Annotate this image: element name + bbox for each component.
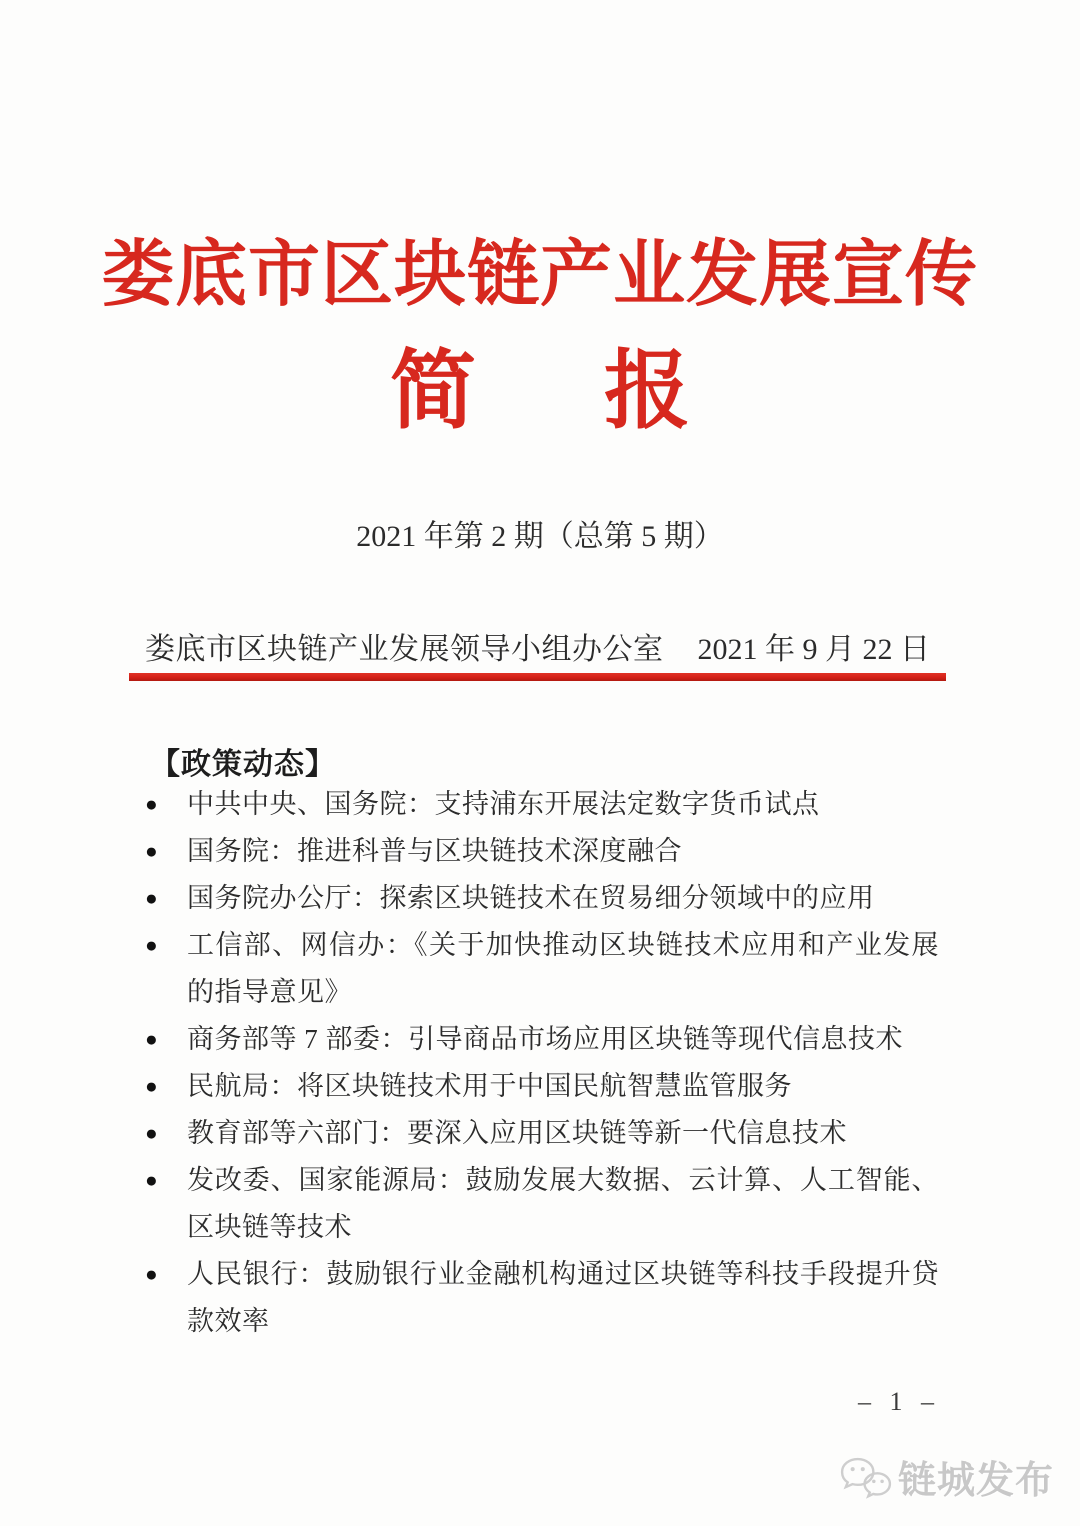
list-item (145, 828, 945, 875)
page-number: – 1 – (858, 1387, 940, 1416)
watermark (838, 1449, 1054, 1504)
section-header-policy-trends: 【政策动态】 (150, 748, 336, 781)
list-item-text: 教育部等六部门：要深入应用区块链等新一代信息技术 (187, 1118, 847, 1148)
bullet-icon: ● (145, 933, 159, 957)
bullet-icon: ● (145, 1074, 159, 1098)
page-title-line2 (0, 343, 1080, 439)
bullet-icon: ● (145, 839, 159, 863)
bullet-icon: ● (145, 886, 159, 910)
wechat-bubbles-icon (838, 1454, 894, 1500)
list-item-text: 发改委、国家能源局：鼓励发展大数据、云计算、人工智能、区块链等技术 (187, 1165, 939, 1242)
list-item (145, 922, 945, 1016)
list-item (145, 1063, 945, 1110)
policy-list (145, 781, 945, 1345)
list-item-text: 中共中央、国务院：支持浦东开展法定数字货币试点 (187, 789, 820, 819)
list-item (145, 1157, 945, 1251)
page-title: 娄底市区块链产业发展宣传 (101, 235, 978, 315)
list-item (145, 781, 945, 828)
list-item-text: 人民银行：鼓励银行业金融机构通过区块链等科技手段提升贷款效率 (187, 1259, 939, 1336)
watermark-label: 链城发布 (897, 1460, 1054, 1502)
bullet-icon: ● (145, 1168, 159, 1192)
page-title-char-jian: 简 (390, 343, 476, 439)
page-title-char-bao: 报 (604, 343, 690, 439)
publisher-office: 娄底市区块链产业发展领导小组办公室 (145, 633, 664, 666)
list-item-text: 民航局：将区块链技术用于中国民航智慧监管服务 (187, 1071, 792, 1101)
list-item-text: 国务院办公厅：探索区块链技术在贸易细分领域中的应用 (187, 883, 875, 913)
list-item (145, 1016, 945, 1063)
issue-line: 2021 年第 2 期（总第 5 期） (356, 520, 724, 553)
list-item (145, 1251, 945, 1345)
list-item (145, 1110, 945, 1157)
list-item-text: 国务院：推进科普与区块链技术深度融合 (187, 836, 682, 866)
issue-date: 2021 年 9 月 22 日 (697, 633, 930, 666)
bullet-icon: ● (145, 1262, 159, 1286)
masthead (145, 630, 930, 669)
bullet-icon: ● (145, 792, 159, 816)
list-item-text: 商务部等 7 部委：引导商品市场应用区块链等现代信息技术 (187, 1024, 903, 1054)
bullet-icon: ● (145, 1027, 159, 1051)
list-item-text: 工信部、网信办：《关于加快推动区块链技术应用和产业发展的指导意见》 (187, 930, 939, 1007)
bullet-icon: ● (145, 1121, 159, 1145)
list-item (145, 875, 945, 922)
red-divider-rule (129, 673, 946, 681)
